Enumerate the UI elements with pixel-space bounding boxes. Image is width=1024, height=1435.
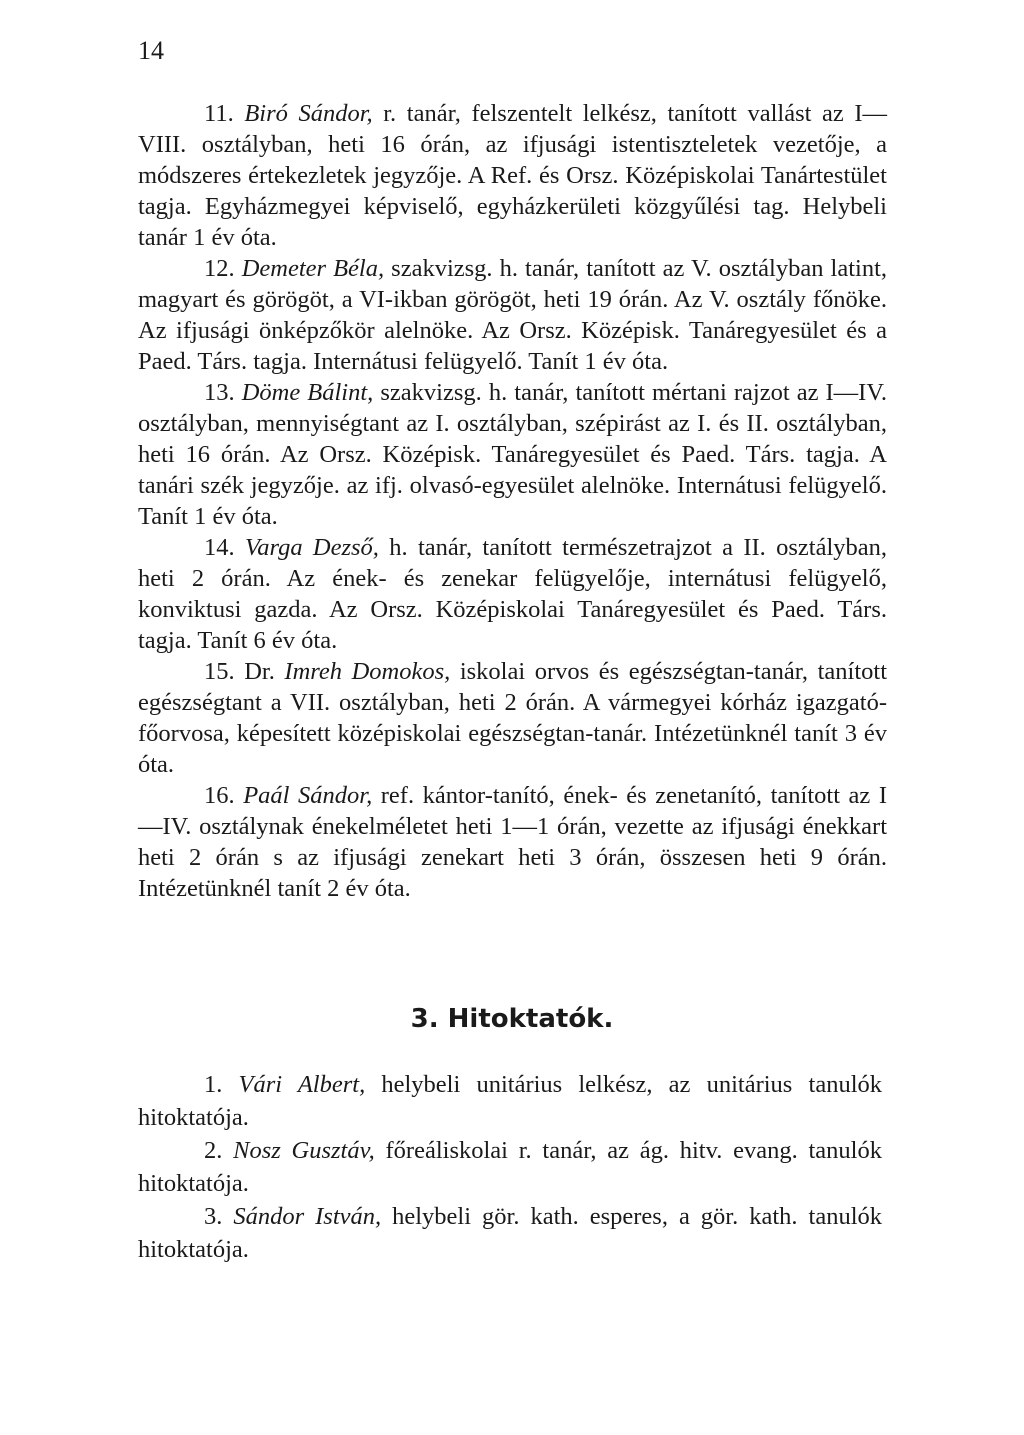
entry-number: 3. bbox=[204, 1203, 223, 1230]
entry-number: 11. bbox=[204, 100, 234, 127]
teacher-name: Döme Bálint, bbox=[241, 379, 374, 406]
teacher-name: Demeter Béla, bbox=[241, 255, 385, 282]
entry-text: iskolai orvos és egészségtan-tanár, tanított egészségtant a VII. osztályban, heti 2 órán. A vármegyei kórház igazgató-főorvosa, képesített középiskolai egészségtan-tanár. Intézetünknél tanít 3 év óta. bbox=[138, 658, 888, 778]
teacher-entry bbox=[138, 377, 887, 532]
teacher-list bbox=[138, 98, 887, 904]
teacher-entry bbox=[138, 532, 887, 656]
teacher-name: Nosz Gusztáv, bbox=[233, 1137, 375, 1164]
teacher-name: Imreh Domokos, bbox=[284, 658, 451, 685]
page-number: 14 bbox=[138, 36, 164, 65]
teacher-entry bbox=[138, 98, 887, 253]
entry-text: h. tanár, tanított természetrajzot a II. osztályban, heti 2 órán. Az ének- és zenekar felügyelője, internátusi felügyelő, konviktusi gazda. Az Orsz. Középiskolai Tanáregyesület és Paed. Társ. tagja. Tanít 6 év óta. bbox=[138, 534, 887, 654]
title-prefix: Dr. bbox=[234, 658, 285, 685]
entry-text: szakvizsg. h. tanár, tanított mértani rajzot az I—IV. osztályban, mennyiségtant az I. osztályban, szépirást az I. és II. osztályban, heti 16 órán. Az Orsz. Középisk. Tanáregyesület és Paed. Társ. tagja. A tanári szék jegyzője. az ifj. olvasó-egyesület alelnöke. Internátusi felügyelő. Tanít 1 év óta. bbox=[138, 379, 888, 530]
religion-teacher-list bbox=[138, 1068, 882, 1266]
entry-number: 16. bbox=[204, 782, 235, 809]
entry-text: főreáliskolai r. tanár, az ág. hitv. evang. tanulók hitoktatója. bbox=[138, 1137, 882, 1197]
teacher-entry bbox=[138, 656, 887, 780]
entry-text: r. tanár, felszentelt lelkész, tanított vallást az I—VIII. osztályban, heti 16 órán, az ifjusági istentiszteletek vezetője, a módszeres értekezletek jegyzője. A Ref. és Orsz. Középiskolai Tanártestület tagja. Egyházmegyei képviselő, egyházkerületi közgyűlési tag. Helybeli tanár 1 év óta. bbox=[138, 100, 887, 251]
entry-text: ref. kántor-tanító, ének- és zenetanító, tanított az I—IV. osztálynak énekelméletet heti 1—1 órán, vezette az ifjusági énekkart heti 2 órán s az ifjusági zenekart heti 3 órán, összesen heti 9 órán. Intézetünknél tanít 2 év óta. bbox=[138, 782, 888, 902]
entry-number: 14. bbox=[204, 534, 235, 561]
teacher-entry bbox=[138, 253, 887, 377]
section-heading: 3. Hitoktatók. bbox=[410, 1004, 614, 1034]
entry-number: 13. bbox=[204, 379, 235, 406]
entry-text: szakvizsg. h. tanár, tanított az V. osztályban latint, magyart és görögöt, a VI-ikban görögöt, heti 19 órán. Az V. osztály főnöke. Az ifjusági önképzőkör alelnöke. Az Orsz. Középisk. Tanáregyesület és a Paed. Társ. tagja. Internátusi felügyelő. Tanít 1 év óta. bbox=[138, 255, 888, 375]
teacher-entry bbox=[138, 780, 887, 904]
entry-number: 2. bbox=[204, 1137, 223, 1164]
entry-number: 1. bbox=[204, 1071, 223, 1098]
entry-text: helybeli unitárius lelkész, az unitárius tanulók hitoktatója. bbox=[138, 1071, 883, 1131]
entry-number: 12. bbox=[204, 255, 235, 282]
entry-text: helybeli gör. kath. esperes, a gör. kath. tanulók hitoktatója. bbox=[138, 1203, 882, 1263]
teacher-name: Sándor István, bbox=[233, 1203, 382, 1230]
religion-teacher-entry bbox=[138, 1068, 882, 1134]
religion-teacher-entry bbox=[138, 1134, 882, 1200]
entry-number: 15. bbox=[204, 658, 235, 685]
teacher-name: Biró Sándor, bbox=[244, 100, 373, 127]
teacher-name: Varga Dezső, bbox=[244, 534, 379, 561]
teacher-name: Paál Sándor, bbox=[243, 782, 373, 809]
religion-teacher-entry bbox=[138, 1200, 882, 1266]
teacher-name: Vári Albert, bbox=[238, 1071, 366, 1098]
